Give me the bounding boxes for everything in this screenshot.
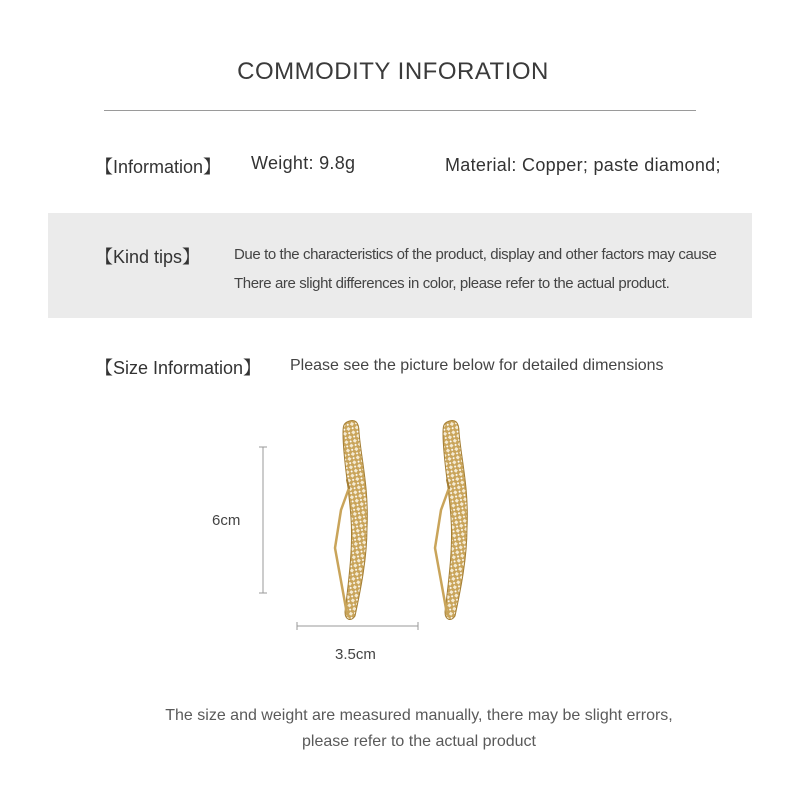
width-label: 3.5cm (335, 646, 376, 663)
weight-text: Weight: 9.8g (251, 153, 356, 173)
title-divider (104, 110, 696, 111)
kind-tips-line-2: There are slight differences in color, please refer to the actual product. (234, 275, 670, 292)
footer-note-line-1: The size and weight are measured manually, there may be slight errors, (165, 707, 673, 724)
size-information-note: Please see the picture below for detailed dimensions (290, 357, 664, 374)
height-dimension-line (255, 445, 271, 595)
footer-note-line-2: please refer to the actual product (302, 733, 536, 750)
material-text: Material: Copper; paste diamond; (445, 155, 721, 175)
information-label: 【Information】 (95, 157, 222, 177)
height-label: 6cm (212, 512, 241, 529)
earring-right-image (425, 418, 485, 623)
kind-tips-label: 【Kind tips】 (95, 247, 201, 267)
page-title: COMMODITY INFORATION (237, 58, 549, 85)
earring-left-image (325, 418, 385, 623)
size-information-label: 【Size Information】 (95, 358, 262, 378)
kind-tips-line-1: Due to the characteristics of the product, display and other factors may cause (234, 246, 717, 263)
